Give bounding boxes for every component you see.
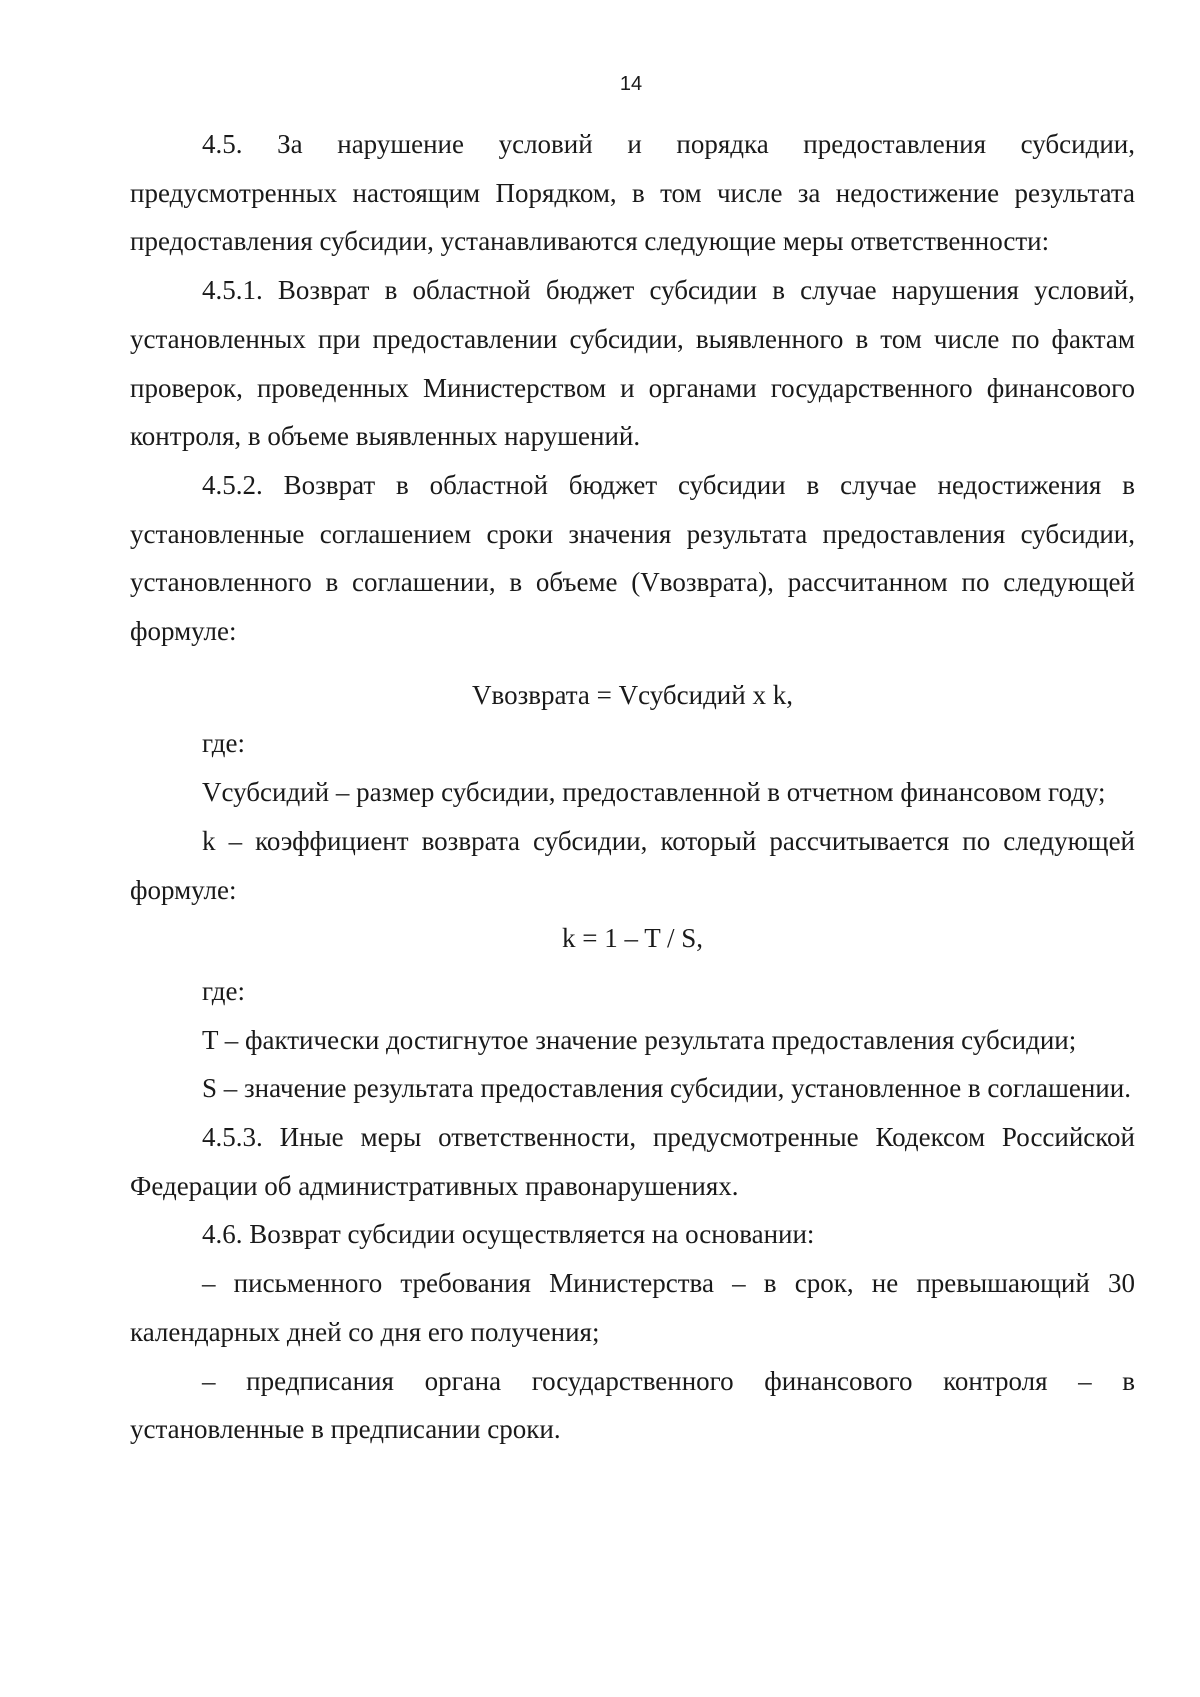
where-label-2: где: <box>202 975 245 1006</box>
definition-vsubsidy: Vсубсидий – размер субсидии, предоставленной в отчетном финансовом году; <box>202 777 1106 808</box>
paragraph-4-5-3: 4.5.3. Иные меры ответственности, предусмотренные Кодексом Российской Федерации об административных правонарушениях. <box>130 1122 1135 1201</box>
formula-k: k = 1 – T / S, <box>561 923 703 954</box>
paragraph-4-5: 4.5. За нарушение условий и порядка предоставления субсидии, предусмотренных настоящим Порядком, в том числе за недостижение результата предоставления субсидии, устанавливаются следующие меры ответственности: <box>130 129 1135 257</box>
document-body <box>130 120 1135 1454</box>
page-number: 14 <box>619 73 643 95</box>
paragraph-4-5-2: 4.5.2. Возврат в областной бюджет субсидии в случае недостижения в установленные соглашением сроки значения результата предоставления субсидии, установленного в соглашении, в объеме (Vвозврата), рассчитанном по следующей формуле: <box>130 469 1135 647</box>
definition-t: T – фактически достигнутое значение результата предоставления субсидии; <box>202 1024 1077 1055</box>
definition-s: S – значение результата предоставления субсидии, установленное в соглашении. <box>202 1073 1131 1104</box>
list-item-prescription: – предписания органа государственного финансового контроля – в установленные в предписании сроки. <box>130 1365 1135 1445</box>
where-label-1: где: <box>202 728 245 759</box>
paragraph-4-5-1: 4.5.1. Возврат в областной бюджет субсидии в случае нарушения условий, установленных при предоставлении субсидии, выявленного в том числе по фактам проверок, проведенных Министерством и органами государственного финансового контроля, в объеме выявленных нарушений. <box>130 275 1135 452</box>
paragraph-4-6: 4.6. Возврат субсидии осуществляется на основании: <box>202 1219 815 1250</box>
list-item-written-demand: – письменного требования Министерства – в срок, не превышающий 30 календарных дней со дня его получения; <box>130 1268 1135 1347</box>
definition-k: k – коэффициент возврата субсидии, который рассчитывается по следующей формуле: <box>130 825 1135 905</box>
formula-return-volume: Vвозврата = Vсубсидий x k, <box>472 679 793 710</box>
